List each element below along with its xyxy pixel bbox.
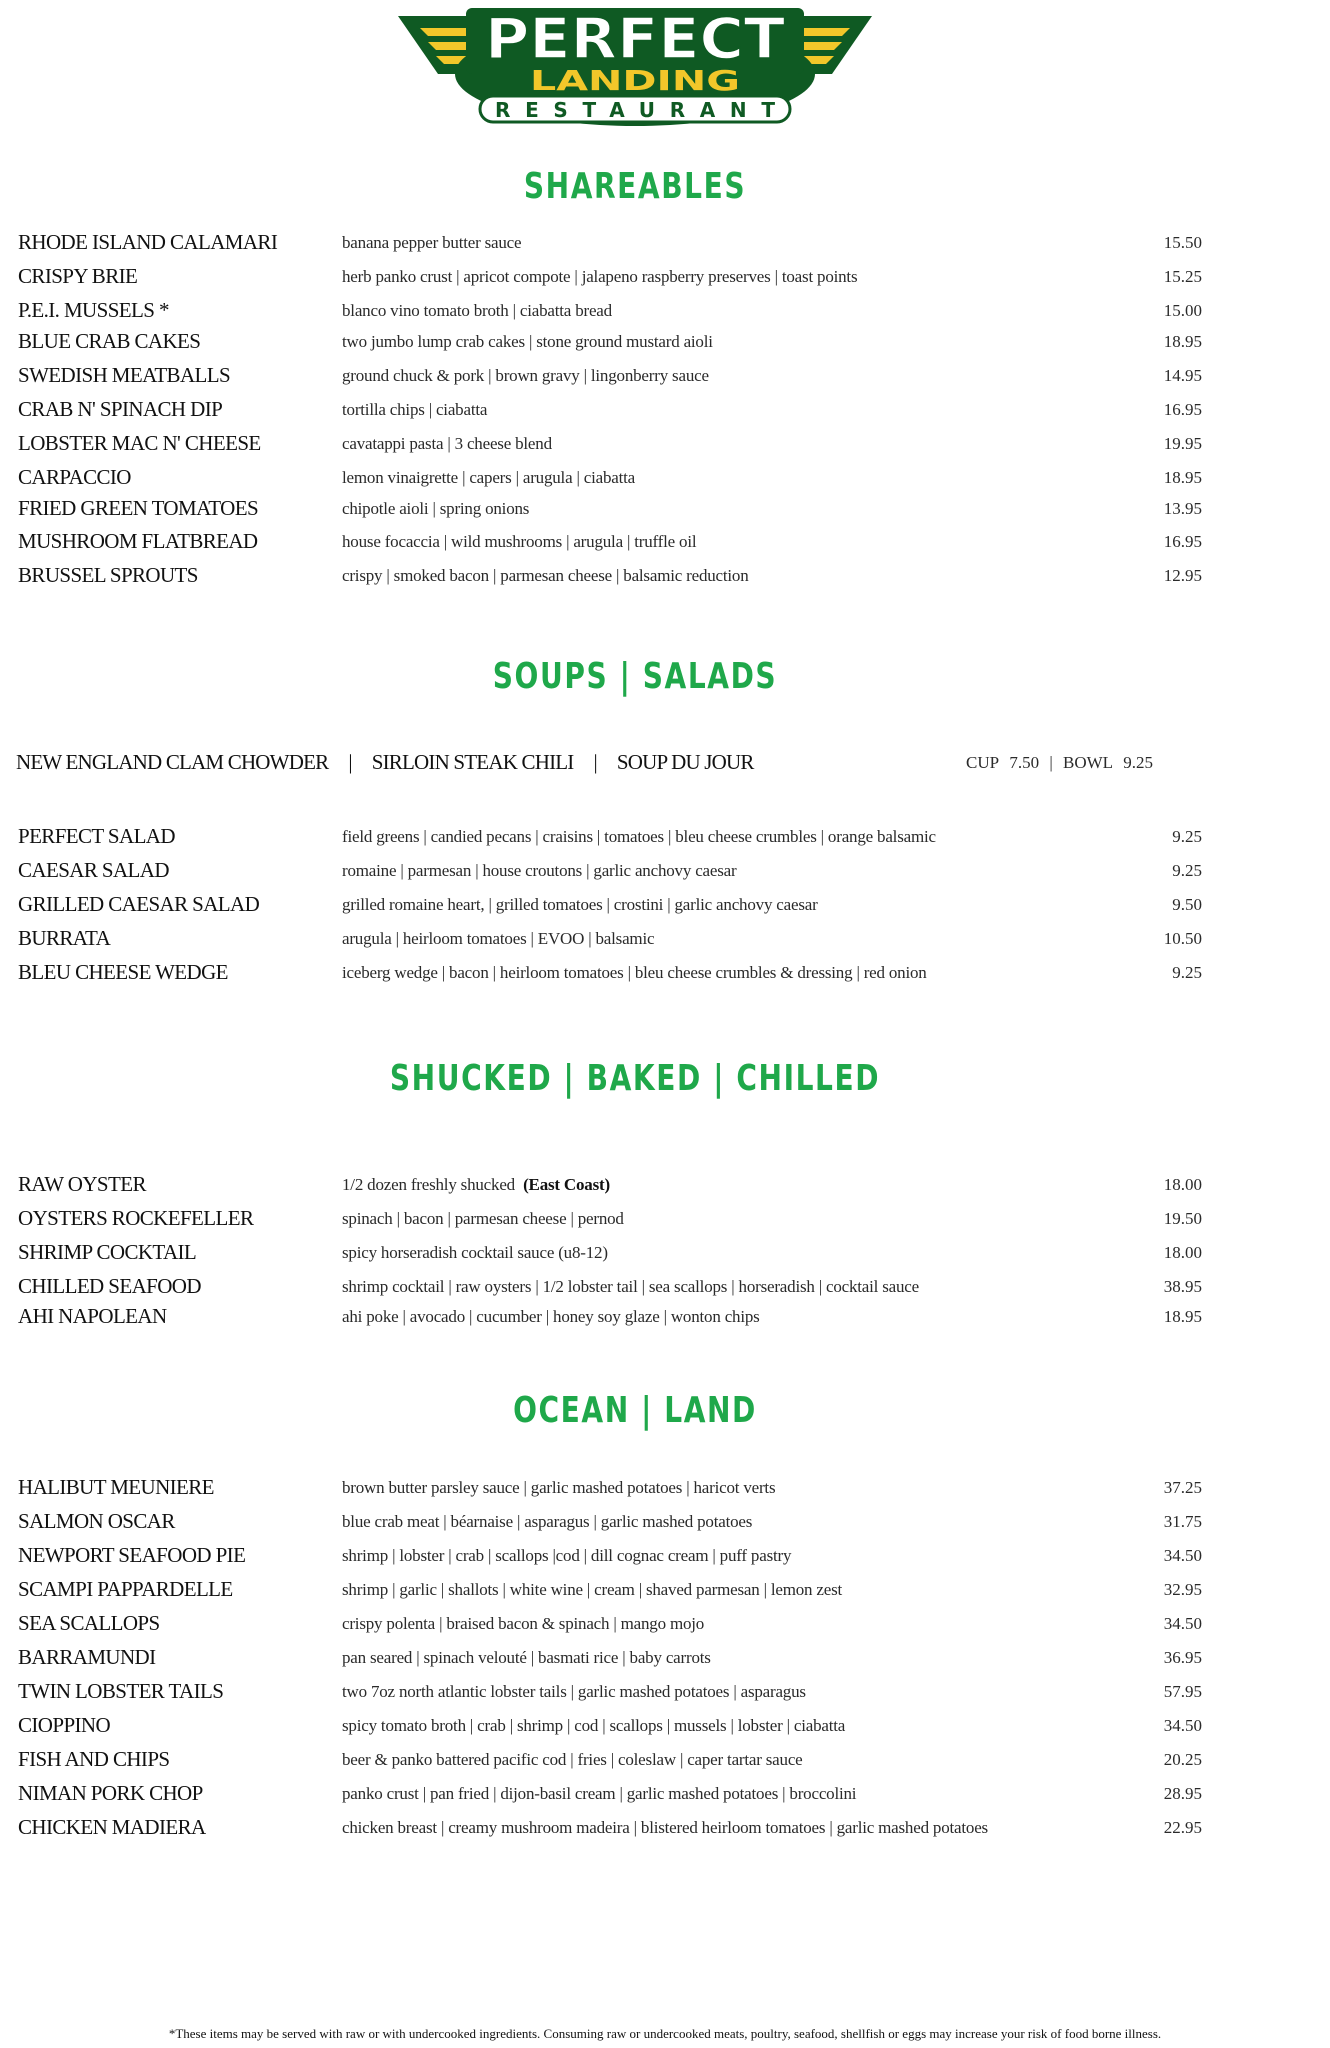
menu-item-name: AHI NAPOLEAN: [18, 1304, 167, 1328]
menu-item-name: SEA SCALLOPS: [18, 1611, 160, 1635]
menu-item-description: lemon vinaigrette | capers | arugula | ciabatta: [342, 468, 635, 487]
menu-item: [0, 529, 1330, 559]
menu-item-description: panko crust | pan fried | dijon-basil cream | garlic mashed potatoes | broccolini: [342, 1784, 857, 1803]
raw-food-disclaimer: *These items may be served with raw or with undercooked ingredients. Consuming raw or undercooked meats, poultry, seafood, shellfish or eggs may increase your risk of food borne illness.: [168, 2026, 1162, 2041]
menu-item-name: NEWPORT SEAFOOD PIE: [18, 1543, 246, 1567]
menu-item-description: banana pepper butter sauce: [342, 233, 522, 252]
menu-item-description: 1/2 dozen freshly shucked (East Coast): [342, 1175, 610, 1194]
soup-prices: [966, 753, 1159, 773]
menu-item-name: SWEDISH MEATBALLS: [18, 363, 231, 387]
menu-item-name: BARRAMUNDI: [18, 1645, 156, 1669]
menu-item-description: spicy tomato broth | crab | shrimp | cod | scallops | mussels | lobster | ciabatta: [342, 1716, 846, 1735]
menu-item-name: BLEU CHEESE WEDGE: [18, 960, 228, 984]
menu-item-price: 16.95: [1163, 532, 1202, 551]
menu-item-name: CARPACCIO: [18, 465, 131, 489]
menu-item-description: two jumbo lump crab cakes | stone ground mustard aioli: [342, 332, 713, 351]
menu-item: [0, 397, 1330, 427]
menu-item-description: ahi poke | avocado | cucumber | honey soy glaze | wonton chips: [342, 1307, 760, 1326]
menu-item-description: crispy polenta | braised bacon & spinach | mango mojo: [342, 1614, 705, 1633]
menu-item: [0, 431, 1330, 461]
separator: |: [1049, 753, 1053, 772]
bowl-price: 9.25: [1123, 753, 1154, 772]
menu-item-description: field greens | candied pecans | craisins | tomatoes | bleu cheese crumbles | orange balsamic: [342, 827, 936, 846]
menu-item: [0, 960, 1330, 990]
menu-item-price: 14.95: [1163, 366, 1202, 385]
menu-item: [0, 496, 1330, 526]
menu-item-description: house focaccia | wild mushrooms | arugula | truffle oil: [342, 532, 697, 551]
menu-item-price: 15.25: [1163, 267, 1202, 286]
menu-item: [0, 1206, 1330, 1236]
menu-item-name: CHICKEN MADIERA: [18, 1815, 206, 1839]
menu-item-price: 18.95: [1163, 1307, 1202, 1326]
menu-item: [0, 1475, 1330, 1505]
menu-item-description: two 7oz north atlantic lobster tails | garlic mashed potatoes | asparagus: [342, 1682, 806, 1701]
menu-item-description: iceberg wedge | bacon | heirloom tomatoes | bleu cheese crumbles & dressing | red onion: [342, 963, 927, 982]
menu-item-price: 9.25: [1172, 827, 1202, 846]
menu-item: [0, 858, 1330, 888]
menu-item-name: CRAB N' SPINACH DIP: [18, 397, 223, 421]
menu-item-description: beer & panko battered pacific cod | fries | coleslaw | caper tartar sauce: [342, 1750, 803, 1769]
menu-item-name: HALIBUT MEUNIERE: [18, 1475, 214, 1499]
menu-item-name: SCAMPI PAPPARDELLE: [18, 1577, 233, 1601]
menu-item: [0, 1611, 1330, 1641]
menu-item-description: grilled romaine heart, | grilled tomatoes | crostini | garlic anchovy caesar: [342, 895, 818, 914]
menu-item-name: FISH AND CHIPS: [18, 1747, 170, 1771]
menu-item-description: shrimp | lobster | crab | scallops |cod | dill cognac cream | puff pastry: [342, 1546, 792, 1565]
menu-item-name: P.E.I. MUSSELS *: [18, 298, 169, 322]
menu-item-price: 13.95: [1163, 499, 1202, 518]
menu-item-price: 37.25: [1163, 1478, 1202, 1497]
cup-price: 7.50: [1009, 753, 1040, 772]
menu-item: [0, 892, 1330, 922]
menu-item-description: chicken breast | creamy mushroom madeira | blistered heirloom tomatoes | garlic mashed potatoes: [342, 1818, 988, 1837]
menu-item-name: TWIN LOBSTER TAILS: [18, 1679, 224, 1703]
menu-item-price: 15.50: [1163, 233, 1202, 252]
soup-clam-chowder: NEW ENGLAND CLAM CHOWDER: [16, 750, 329, 774]
menu-item-price: 9.25: [1172, 963, 1202, 982]
menu-item-name: CHILLED SEAFOOD: [18, 1274, 201, 1298]
menu-item-price: 20.25: [1163, 1750, 1202, 1769]
menu-item-price: 18.00: [1163, 1243, 1202, 1262]
menu-item-price: 16.95: [1163, 400, 1202, 419]
soup-steak-chili: SIRLOIN STEAK CHILI: [371, 750, 574, 774]
menu-item-price: 34.50: [1163, 1546, 1202, 1565]
menu-item: [0, 1172, 1330, 1202]
menu-item: [0, 298, 1330, 328]
menu-item-name: MUSHROOM FLATBREAD: [18, 529, 258, 553]
menu-item-price: 28.95: [1163, 1784, 1202, 1803]
menu-item-price: 32.95: [1163, 1580, 1202, 1599]
soup-du-jour: SOUP DU JOUR: [616, 750, 754, 774]
menu-item-description: cavatappi pasta | 3 cheese blend: [342, 434, 552, 453]
menu-item-price: 19.95: [1163, 434, 1202, 453]
menu-item: [0, 926, 1330, 956]
menu-item-price: 19.50: [1163, 1209, 1202, 1228]
menu-item-name: RAW OYSTER: [18, 1172, 146, 1196]
svg-text:LANDING: LANDING: [530, 64, 740, 97]
menu-item-price: 9.25: [1172, 861, 1202, 880]
menu-item: [0, 1815, 1330, 1845]
svg-text:RESTAURANT: RESTAURANT: [495, 98, 775, 122]
menu-item: [0, 1577, 1330, 1607]
menu-item-name: CRISPY BRIE: [18, 264, 138, 288]
menu-item-price: 34.50: [1163, 1716, 1202, 1735]
menu-item-description: spinach | bacon | parmesan cheese | pernod: [342, 1209, 624, 1228]
menu-item: [0, 563, 1330, 593]
menu-item: [0, 1713, 1330, 1743]
menu-item: [0, 264, 1330, 294]
soups-line: [16, 750, 754, 775]
menu-item-description: ground chuck & pork | brown gravy | lingonberry sauce: [342, 366, 709, 385]
section-title-shucked-baked-chilled: SHUCKED | BAKED | CHILLED: [389, 1058, 881, 1099]
menu-item-description: tortilla chips | ciabatta: [342, 400, 488, 419]
menu-item-name: CIOPPINO: [18, 1713, 111, 1737]
menu-item-price: 15.00: [1163, 301, 1202, 320]
menu-item: [0, 1747, 1330, 1777]
menu-item: [0, 1304, 1330, 1334]
restaurant-logo: [398, 4, 872, 128]
menu-item-price: 38.95: [1163, 1277, 1202, 1296]
menu-item-description: herb panko crust | apricot compote | jalapeno raspberry preserves | toast points: [342, 267, 858, 286]
menu-item-description: spicy horseradish cocktail sauce (u8-12): [342, 1243, 608, 1262]
section-title-ocean-land: OCEAN | LAND: [513, 1390, 757, 1431]
menu-item-name: NIMAN PORK CHOP: [18, 1781, 203, 1805]
menu-item-price: 36.95: [1163, 1648, 1202, 1667]
menu-item-price: 10.50: [1163, 929, 1202, 948]
menu-item-origin: (East Coast): [523, 1175, 610, 1194]
menu-item-description: arugula | heirloom tomatoes | EVOO | balsamic: [342, 929, 655, 948]
menu-item: [0, 824, 1330, 854]
menu-item-price: 12.95: [1163, 566, 1202, 585]
menu-item-price: 31.75: [1163, 1512, 1202, 1531]
menu-item-name: BLUE CRAB CAKES: [18, 329, 201, 353]
menu-item-description: brown butter parsley sauce | garlic mashed potatoes | haricot verts: [342, 1478, 776, 1497]
menu-item-description: blue crab meat | béarnaise | asparagus | garlic mashed potatoes: [342, 1512, 753, 1531]
svg-text:PERFECT: PERFECT: [485, 7, 785, 72]
menu-item-name: LOBSTER MAC N' CHEESE: [18, 431, 261, 455]
menu-item: [0, 1543, 1330, 1573]
menu-item-name: OYSTERS ROCKEFELLER: [18, 1206, 254, 1230]
menu-item-description: chipotle aioli | spring onions: [342, 499, 530, 518]
menu-item-price: 22.95: [1163, 1818, 1202, 1837]
menu-item: [0, 1240, 1330, 1270]
cup-label: CUP: [966, 753, 1000, 772]
menu-item-description: shrimp | garlic | shallots | white wine | cream | shaved parmesan | lemon zest: [342, 1580, 843, 1599]
section-title-soups-salads: SOUPS | SALADS: [492, 656, 778, 697]
menu-item: [0, 465, 1330, 495]
menu-item-name: CAESAR SALAD: [18, 858, 169, 882]
menu-item-name: GRILLED CAESAR SALAD: [18, 892, 260, 916]
menu-item-description: romaine | parmesan | house croutons | garlic anchovy caesar: [342, 861, 737, 880]
menu-item-name: BURRATA: [18, 926, 111, 950]
menu-item-price: 34.50: [1163, 1614, 1202, 1633]
menu-item: [0, 230, 1330, 260]
menu-item: [0, 1679, 1330, 1709]
menu-item-name: PERFECT SALAD: [18, 824, 175, 848]
menu-item-name: SALMON OSCAR: [18, 1509, 175, 1533]
menu-item: [0, 1645, 1330, 1675]
menu-item-description: pan seared | spinach velouté | basmati rice | baby carrots: [342, 1648, 711, 1667]
bowl-label: BOWL: [1062, 753, 1114, 772]
menu-item: [0, 329, 1330, 359]
section-title-shareables: SHAREABLES: [523, 166, 747, 207]
menu-item-description: blanco vino tomato broth | ciabatta bread: [342, 301, 612, 320]
menu-item-name: BRUSSEL SPROUTS: [18, 563, 198, 587]
separator: |: [593, 750, 597, 774]
menu-item: [0, 1274, 1330, 1304]
menu-item-name: RHODE ISLAND CALAMARI: [18, 230, 278, 254]
menu-item-name: SHRIMP COCKTAIL: [18, 1240, 197, 1264]
menu-item: [0, 363, 1330, 393]
menu-item-price: 9.50: [1172, 895, 1202, 914]
menu-item-name: FRIED GREEN TOMATOES: [18, 496, 259, 520]
menu-item-price: 18.95: [1163, 468, 1202, 487]
menu-item-description: crispy | smoked bacon | parmesan cheese | balsamic reduction: [342, 566, 749, 585]
separator: |: [348, 750, 352, 774]
menu-item: [0, 1781, 1330, 1811]
menu-item-price: 18.95: [1163, 332, 1202, 351]
menu-item-price: 57.95: [1163, 1682, 1202, 1701]
menu-item-description: shrimp cocktail | raw oysters | 1/2 lobster tail | sea scallops | horseradish | cocktail sauce: [342, 1277, 919, 1296]
menu-item: [0, 1509, 1330, 1539]
menu-item-price: 18.00: [1163, 1175, 1202, 1194]
